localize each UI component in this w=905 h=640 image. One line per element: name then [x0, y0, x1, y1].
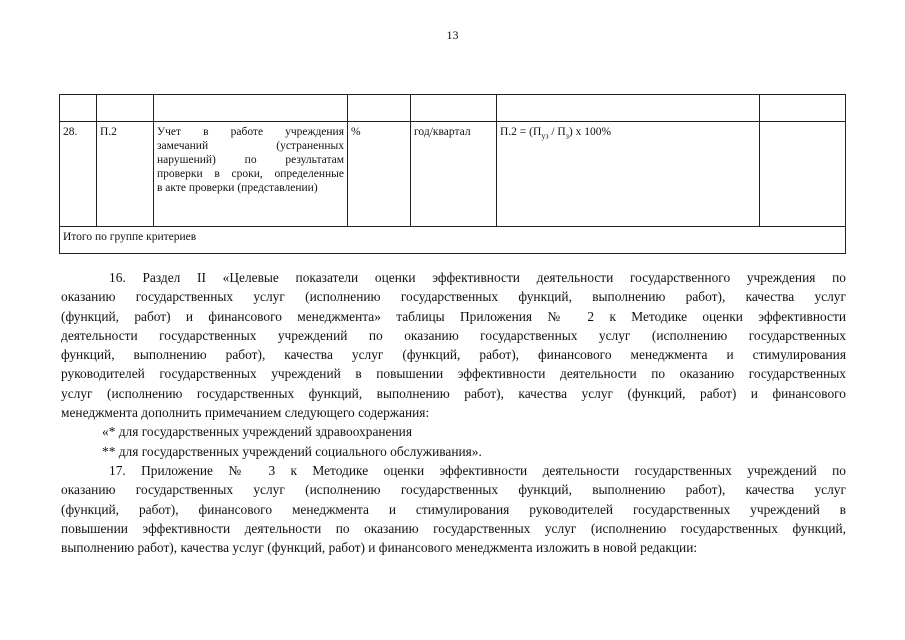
table-cell: [760, 95, 846, 122]
note-healthcare: «* для государственных учреждений здравоохранения: [102, 424, 412, 440]
table-cell: [497, 95, 760, 122]
table-cell: [760, 122, 846, 227]
description-line: замечаний (устраненных: [157, 140, 344, 152]
formula: [497, 122, 760, 227]
paragraph-17: [61, 461, 846, 557]
document-body: [61, 268, 846, 557]
text-line: (функций, работ) и финансового менеджмента» таблицы Приложения № 2 к Методике оценки эффективности: [61, 308, 846, 324]
description-line: Учет в работе учреждения: [157, 126, 344, 138]
period: год/квартал: [411, 122, 497, 227]
formula-subscript: з: [565, 131, 569, 141]
text-line: оказанию государственных услуг (исполнению государственных функций, выполнению работ), качества услуг: [61, 289, 846, 305]
table-row-header-fragment: [60, 95, 846, 122]
text-line: выполнению работ), качества услуг (функций, работ) и финансового менеджмента изложить в новой редакции:: [61, 540, 698, 556]
formula-part: П.2 = (П: [500, 126, 542, 138]
formula-part: / П: [548, 126, 566, 138]
table-cell: [411, 95, 497, 122]
text-line: 17. Приложение № 3 к Методике оценки эффективности деятельности государственных учреждений по: [109, 462, 846, 478]
total-label: Итого по группе критериев: [60, 227, 846, 254]
description-line: в акте проверки (представлении): [157, 182, 318, 194]
unit: %: [348, 122, 411, 227]
description-line: нарушений) по результатам: [157, 154, 344, 166]
criteria-table: [59, 94, 846, 254]
text-line: менеджмента дополнить примечанием следующего содержания:: [61, 405, 430, 421]
table-row: [60, 122, 846, 227]
formula-subscript: уз: [541, 131, 549, 141]
criterion-code: П.2: [97, 122, 154, 227]
text-line: оказанию государственных услуг (исполнению государственных функций, выполнению работ), качества услуг: [61, 482, 846, 498]
text-line: деятельности государственных учреждений по оказанию государственных услуг (исполнению государственных: [61, 327, 846, 343]
table-cell: [60, 95, 97, 122]
note-social-services: ** для государственных учреждений социального обслуживания».: [102, 443, 482, 459]
text-line: руководителей государственных учреждений в повышении эффективности деятельности по оказанию государственных: [61, 366, 846, 382]
text-line: услуг (исполнению государственных функций, выполнению работ), качества услуг (функций, работ) и финансового: [61, 385, 846, 401]
page-number: 13: [446, 28, 459, 42]
text-line: (функций, работ), финансового менеджмента и стимулирования руководителей государственных учреждений в: [61, 501, 846, 517]
criterion-description: [154, 122, 348, 227]
text-line: повышении эффективности деятельности по оказанию государственных услуг (исполнению государственных функций,: [61, 520, 846, 536]
table-cell: [154, 95, 348, 122]
text-line: функций, выполнению работ), качества услуг (функций, работ), финансового менеджмента и стимулирования: [61, 347, 846, 363]
paragraph-16: [61, 268, 846, 461]
row-number: 28.: [60, 122, 97, 227]
table-row-total: [60, 227, 846, 254]
formula-part: ) х 100%: [568, 126, 612, 138]
description-line: проверки в сроки, определенные: [157, 168, 344, 180]
text-line: 16. Раздел II «Целевые показатели оценки эффективности деятельности государственного учреждения по: [109, 270, 846, 285]
table-cell: [97, 95, 154, 122]
table-cell: [348, 95, 411, 122]
